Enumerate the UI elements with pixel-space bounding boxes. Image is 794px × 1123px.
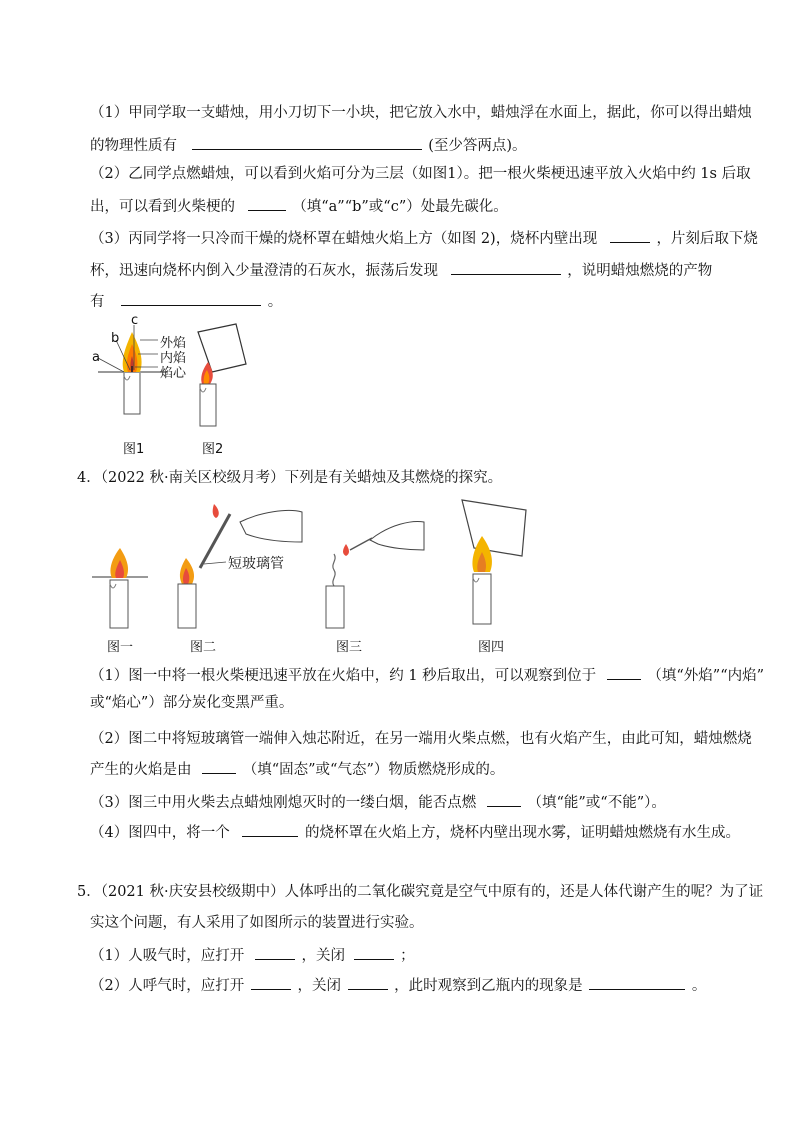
answer-blank[interactable] [589,974,685,990]
answer-blank[interactable] [242,821,298,837]
answer-blank[interactable] [248,195,286,211]
answer-blank[interactable] [451,259,561,275]
figure-two-tube-label: 短玻璃管 [228,556,284,572]
q3-part2-line2: 出，可以看到火柴梗的 （填“a”“b”或“c”）处最先碳化。 [90,195,508,217]
q3-part2-line1: （2）乙同学点燃蜡烛，可以看到火焰可分为三层（如图1）。把一根火柴梗迅速平放入火焰中约 1s 后取 [90,166,751,182]
q4-part2-line2: 产生的火焰是由 （填“固态”或“气态”）物质燃烧形成的。 [90,758,504,780]
answer-blank[interactable] [607,664,641,680]
q3-part3-line2: 杯，迅速向烧杯内倒入少量澄清的石灰水，振荡后发现 ，说明蜡烛燃烧的产物 [90,259,712,281]
q4-part1-line2: 或“焰心”）部分炭化变黑严重。 [90,695,294,711]
q4-part4: （4）图四中，将一个 的烧杯罩在火焰上方，烧杯内壁出现水雾，证明蜡烛燃烧有水生成。 [90,821,740,843]
q3-part1-line2: 的物理性质有 (至少答两点)。 [90,134,527,156]
figure-1-label-outer-flame: 外焰 [160,336,187,351]
q5-title-line2: 实这个问题，有人采用了如图所示的装置进行实验。 [90,915,424,931]
figure-four-beaker [456,496,536,630]
q5-title-line1: 5．（2021 秋·庆安县校级期中）人体呼出的二氧化碳究竟是空气中原有的，还是人体代谢产生的呢？为了证 [77,884,764,900]
q4-title: 4．（2022 秋·南关区校级月考）下列是有关蜡烛及其燃烧的探究。 [77,470,503,486]
q5-part2: （2）人呼气时，应打开 ，关闭 ，此时观察到乙瓶内的现象是 。 [90,974,706,996]
answer-blank[interactable] [202,758,236,774]
figure-1-label-inner-flame: 内焰 [160,351,187,366]
figure-1-caption: 图1 [123,442,145,457]
q4-part3: （3）图三中用火柴去点蜡烛刚熄灭时的一缕白烟，能否点燃 （填“能”或“不能”）。 [90,791,666,813]
q3-part1-line1: （1）甲同学取一支蜡烛，用小刀切下一小块，把它放入水中，蜡烛浮在水面上，据此，你可以得出蜡烛 [90,105,752,121]
figure-four-caption: 图四 [478,640,505,655]
q5-part1: （1）人吸气时，应打开 ，关闭 ； [90,944,415,966]
figure-two-caption: 图二 [190,640,217,655]
answer-blank[interactable] [251,974,291,990]
figure-one-caption: 图一 [107,640,134,655]
figure-2-caption: 图2 [202,442,224,457]
answer-blank[interactable] [255,944,295,960]
figure-three-caption: 图三 [336,640,363,655]
figure-three-smoke [320,510,430,630]
q4-part2-line1: （2）图二中将短玻璃管一端伸入烛芯附近，在另一端用火柴点燃，也有火焰产生，由此可知，蜡烛燃烧 [90,731,752,747]
answer-blank[interactable] [348,974,388,990]
figure-1-label-flame-core: 焰心 [160,366,187,381]
figure-one-candle-match [92,540,152,630]
figure-1-label-b: b [111,331,120,346]
q3-part3-line3: 有 。 [90,290,282,312]
figure-1-label-a: a [92,350,100,365]
q4-part1-line1: （1）图一中将一根火柴梗迅速平放在火焰中，约 1 秒后取出，可以观察到位于 （填“外焰”“内焰” [90,664,764,686]
q3-part3-line1: （3）丙同学将一只冷而干燥的烧杯罩在蜡烛火焰上方（如图 2)，烧杯内壁出现 ，片刻后取下烧 [90,227,758,249]
answer-blank[interactable] [354,944,394,960]
figure-2-beaker-over-candle [190,322,250,432]
answer-blank[interactable] [192,134,422,150]
answer-blank[interactable] [121,290,261,306]
figure-1-label-c: c [131,313,139,328]
answer-blank[interactable] [610,227,650,243]
answer-blank[interactable] [487,791,521,807]
